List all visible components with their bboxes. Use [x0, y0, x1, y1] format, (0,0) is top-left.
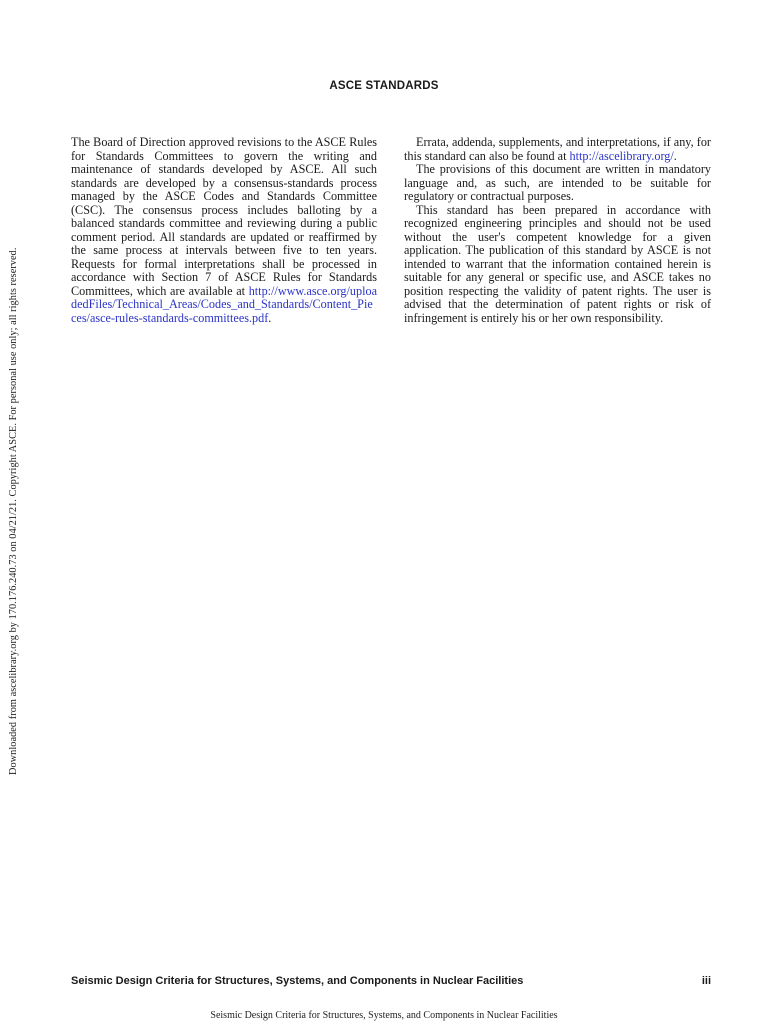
page-title: ASCE STANDARDS	[329, 80, 439, 92]
bottom-caption: Seismic Design Criteria for Structures, Systems, and Components in Nuclear Facilities	[210, 1010, 558, 1021]
download-notice-text: Downloaded from ascelibrary.org by 170.176.240.73 on 04/21/21. Copyright ASCE. For personal use only; all rights reserved.	[8, 247, 19, 775]
ascelibrary-link[interactable]: http://ascelibrary.org/	[569, 148, 674, 163]
asce-rules-link[interactable]: http://www.asce.org/uploadedFiles/Technical_Areas/Codes_and_Standards/Content_Pieces/asce-rules-standards-committees.pdf	[71, 283, 377, 325]
errata-paragraph-tail: .	[673, 148, 677, 163]
right-column	[404, 136, 711, 325]
footer-title: Seismic Design Criteria for Structures, Systems, and Components in Nuclear Facilities	[71, 975, 524, 987]
errata-paragraph-text: Errata, addenda, supplements, and interpretations, if any, for this standard can also be found at	[404, 135, 711, 163]
provisions-paragraph: The provisions of this document are written in mandatory language and, as such, are intended to be suitable for regulatory or contractual purposes.	[404, 162, 711, 203]
rules-paragraph	[71, 136, 377, 325]
page-number: iii	[701, 975, 711, 987]
rules-paragraph-tail: .	[268, 310, 272, 325]
disclaimer-paragraph: This standard has been prepared in accordance with recognized engineering principles and should not be used without the user's competent knowledge for a given application. The publication of this standard by ASCE is not intended to warrant that the information contained herein is suitable for any general or specific use, and ASCE takes no position respecting the validity of patent rights. The user is advised that the determination of patent rights or risk of infringement is entirely his or her own responsibility.	[404, 202, 711, 325]
left-column	[71, 136, 377, 325]
rules-paragraph-text: The Board of Direction approved revisions to the ASCE Rules for Standards Committees to govern the writing and maintenance of standards developed by ASCE. All such standards are developed by a consensus-standards process managed by the ASCE Codes and Standards Committee (CSC). The consensus process includes balloting by a balanced standards committee and reviewing during a public comment period. All standards are updated or reaffirmed by the same process at intervals between five to ten years. Requests for formal interpretations shall be processed in accordance with Section 7 of ASCE Rules for Standards Committees, which are available at	[71, 135, 377, 298]
errata-paragraph	[404, 136, 711, 163]
download-notice	[0, 245, 19, 775]
